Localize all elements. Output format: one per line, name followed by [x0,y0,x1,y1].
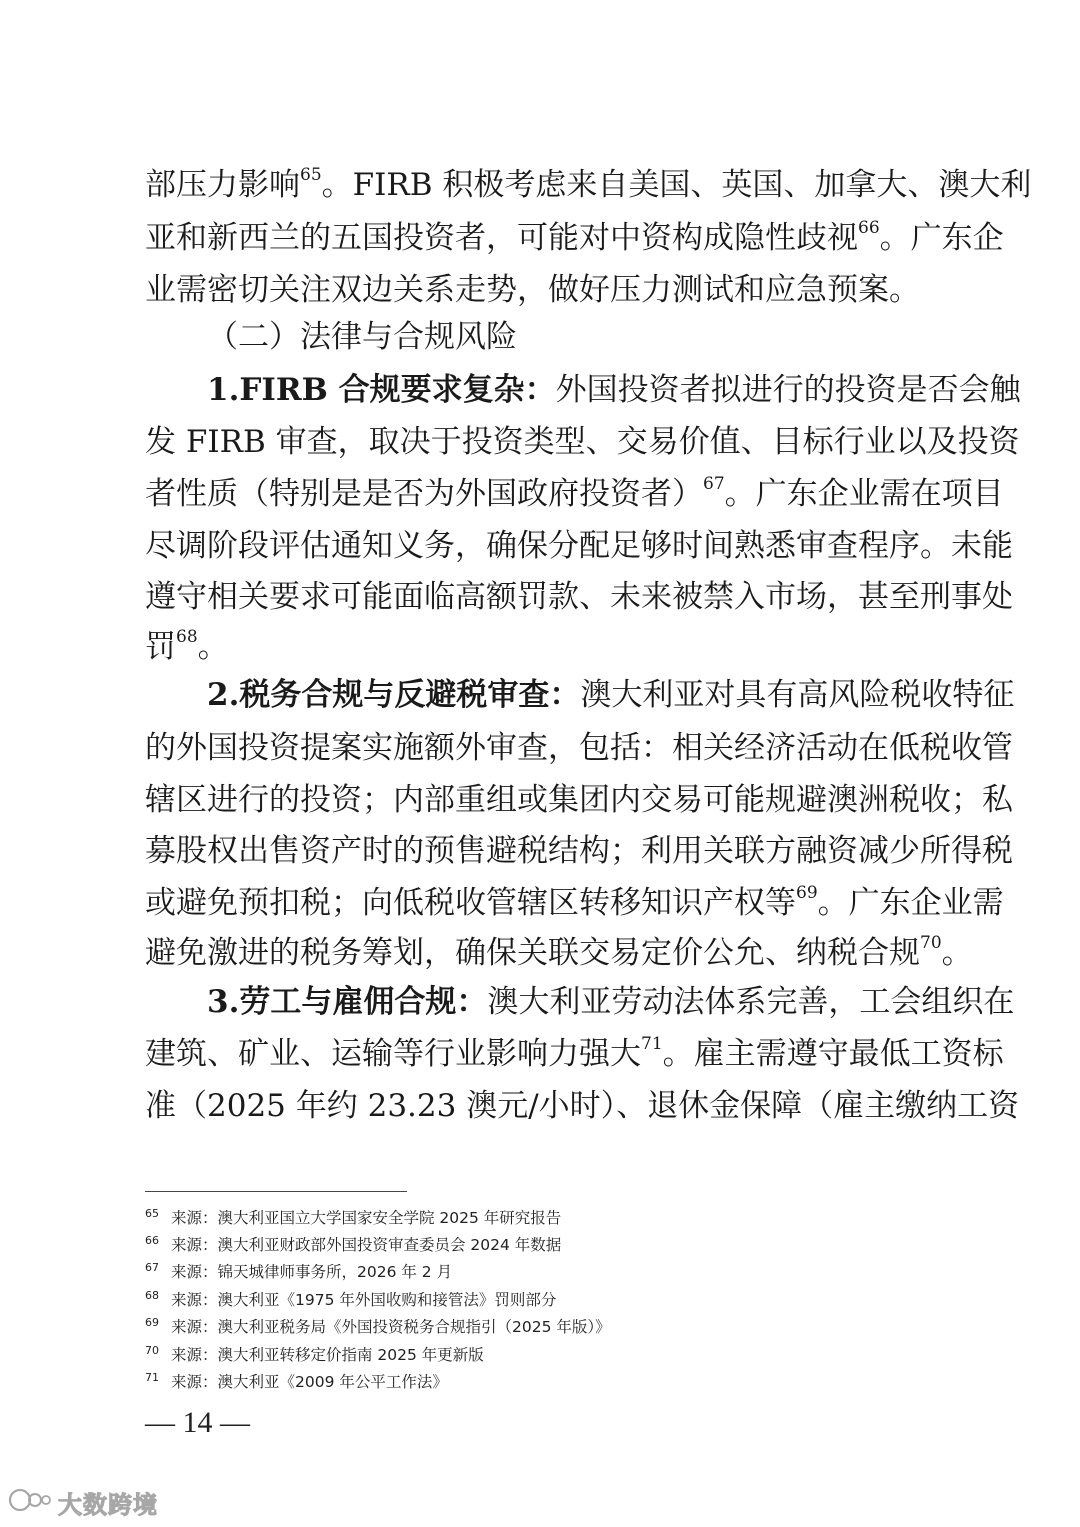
footnote-ref[interactable]: 69 [796,882,818,903]
footnote: $^{71}$ 来源：澳大利亚《2009 年公平工作法》 [145,1371,448,1391]
paragraph-line: 亚和新西兰的五国投资者，可能对中资构成隐性歧视$^{66}$。广东企 [145,217,1004,256]
item-heading: 3.劳工与雇佣合规： [207,984,488,1020]
page-number: — 14 — [145,1406,250,1439]
paragraph-line: 3.劳工与雇佣合规：澳大利亚劳动法体系完善，工会组织在 [207,984,1015,1020]
paragraph-line: 辖区进行的投资；内部重组或集团内交易可能规避澳洲税收；私 [145,782,1013,818]
paragraph-line: 发 FIRB 审查，取决于投资类型、交易价值、目标行业以及投资 [145,424,1020,460]
item-heading: 2.税务合规与反避税审查： [207,677,581,713]
footnote: $^{66}$ 来源：澳大利亚财政部外国投资审查委员会 2024 年数据 [145,1234,562,1254]
footnote-ref[interactable]: 70 [920,932,942,953]
footnote-ref[interactable]: 68 [176,626,198,647]
footnote-divider [145,1191,407,1192]
paragraph-line: 避免激进的税务筹划，确保关联交易定价公允、纳税合规$^{70}$。 [145,932,973,971]
footnote: $^{69}$ 来源：澳大利亚税务局《外国投资税务合规指引（2025 年版）》 [145,1316,611,1336]
paragraph-line: 遵守相关要求可能面临高额罚款、未来被禁入市场，甚至刑事处 [145,579,1013,615]
footnote-ref[interactable]: 71 [641,1033,663,1054]
paragraph-line: 建筑、矿业、运输等行业影响力强大$^{71}$。雇主需遵守最低工资标 [145,1033,1004,1072]
watermark [8,1486,158,1518]
paragraph-line: 准（2025 年约 23.23 澳元/小时）、退休金保障（雇主缴纳工资 [145,1088,1020,1124]
paragraph-line: 业需密切关注双边关系走势，做好压力测试和应急预案。 [145,272,920,308]
footnote: $^{65}$ 来源：澳大利亚国立大学国家安全学院 2025 年研究报告 [145,1207,562,1227]
paragraph-line: 的外国投资提案实施额外审查，包括：相关经济活动在低税收管 [145,730,1013,766]
paragraph-line: 者性质（特别是是否为外国政府投资者）$^{67}$。广东企业需在项目 [145,473,1004,512]
footnote: $^{68}$ 来源：澳大利亚《1975 年外国收购和接管法》罚则部分 [145,1289,557,1309]
footnote-ref[interactable]: 66 [858,217,880,238]
item-heading: 1.FIRB 合规要求复杂： [207,372,556,408]
paragraph-line: 2.税务合规与反避税审查：澳大利亚对具有高风险税收特征 [207,677,1015,713]
paragraph-line: 部压力影响$^{65}$。FIRB 积极考虑来自美国、英国、加拿大、澳大利 [145,164,1032,203]
footnote-ref[interactable]: 65 [300,164,322,185]
paragraph-line: 罚$^{68}$。 [145,626,229,665]
watermark-text: 大数跨境 [58,1490,158,1519]
watermark-logo-icon [8,1486,54,1518]
paragraph-line: 1.FIRB 合规要求复杂：外国投资者拟进行的投资是否会触 [207,372,1021,408]
paragraph-line: 或避免预扣税；向低税收管辖区转移知识产权等$^{69}$。广东企业需 [145,882,1004,921]
paragraph-line: 募股权出售资产时的预售避税结构；利用关联方融资减少所得税 [145,833,1013,869]
section-heading: （二）法律与合规风险 [207,319,517,355]
footnote: $^{67}$ 来源：锦天城律师事务所，2026 年 2 月 [145,1261,453,1281]
footnote-ref[interactable]: 67 [703,473,725,494]
footnote: $^{70}$ 来源：澳大利亚转移定价指南 2025 年更新版 [145,1344,484,1364]
paragraph-line: 尽调阶段评估通知义务，确保分配足够时间熟悉审查程序。未能 [145,528,1013,564]
